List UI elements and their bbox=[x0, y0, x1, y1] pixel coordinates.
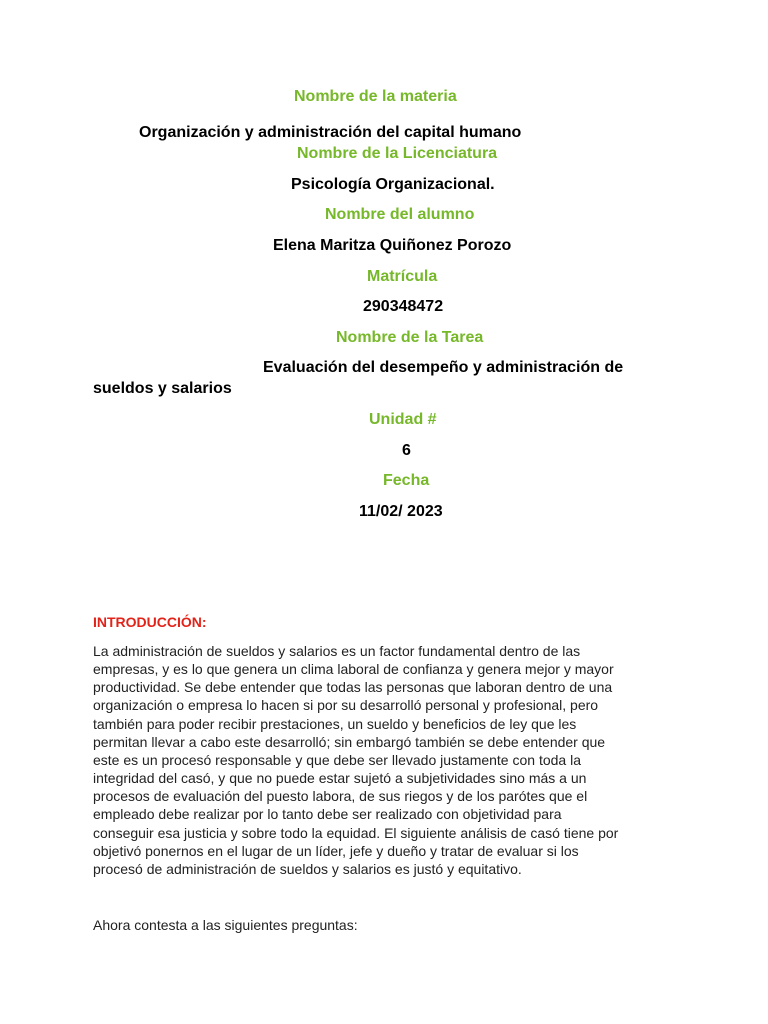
intro-line: conseguir esa justicia y sobre todo la equidad. El siguiente análisis de casó tiene por bbox=[93, 824, 619, 841]
intro-line: empresas, y es lo que genera un clima laboral de confianza y genera mejor y mayor bbox=[93, 661, 614, 678]
intro-line: integridad del casó, y que no puede estar sujetó a subjetividades sino más a un bbox=[93, 770, 587, 787]
task-label: Nombre de la Tarea bbox=[336, 329, 484, 346]
intro-paragraph bbox=[93, 642, 683, 878]
enrollment-label: Matrícula bbox=[367, 268, 438, 285]
subject-value: Organización y administración del capital humano bbox=[139, 124, 522, 141]
intro-line: productividad. Se debe entender que todas las personas que laboran dentro de una bbox=[93, 679, 613, 696]
unit-value: 6 bbox=[402, 442, 411, 459]
student-label: Nombre del alumno bbox=[325, 206, 475, 223]
intro-line: también para poder recibir prestaciones, un sueldo y beneficios de ley que les bbox=[93, 715, 577, 732]
intro-line: La administración de sueldos y salarios es un factor fundamental dentro de las bbox=[93, 643, 581, 659]
date-label: Fecha bbox=[383, 472, 430, 489]
intro-line: procesos de evaluación del puesto labora, de sus riegos y de los parótes que el bbox=[93, 788, 588, 805]
questions-prompt: Ahora contesta a las siguientes preguntas: bbox=[93, 917, 358, 933]
intro-heading: INTRODUCCIÓN: bbox=[93, 614, 207, 630]
date-value: 11/02/ 2023 bbox=[359, 503, 443, 520]
task-value-line2: sueldos y salarios bbox=[93, 380, 232, 397]
unit-label: Unidad # bbox=[369, 411, 437, 428]
intro-line: objetivó ponernos en el lugar de un líder, jefe y dueño y tratar de evaluar si los bbox=[93, 842, 579, 859]
intro-line: procesó de administración de sueldos y salarios es justó y equitativo. bbox=[93, 860, 522, 877]
degree-label: Nombre de la Licenciatura bbox=[297, 145, 498, 162]
enrollment-value: 290348472 bbox=[363, 298, 444, 315]
intro-line: empleado debe realizar por lo tanto debe ser realizado con objetividad para bbox=[93, 806, 562, 823]
intro-line: este es un procesó responsable y que debe ser llevado justamente con toda la bbox=[93, 751, 581, 768]
degree-value: Psicología Organizacional. bbox=[291, 176, 495, 193]
student-value: Elena Maritza Quiñonez Porozo bbox=[273, 237, 512, 254]
task-value-line1: Evaluación del desempeño y administración de bbox=[263, 359, 624, 376]
intro-line: permitan llevar a cabo este desarrolló; sin embargó también se debe entender que bbox=[93, 733, 606, 750]
intro-line: organización o empresa lo hacen si por su desarrolló personal y profesional, pero bbox=[93, 697, 599, 714]
subject-label: Nombre de la materia bbox=[294, 88, 457, 105]
